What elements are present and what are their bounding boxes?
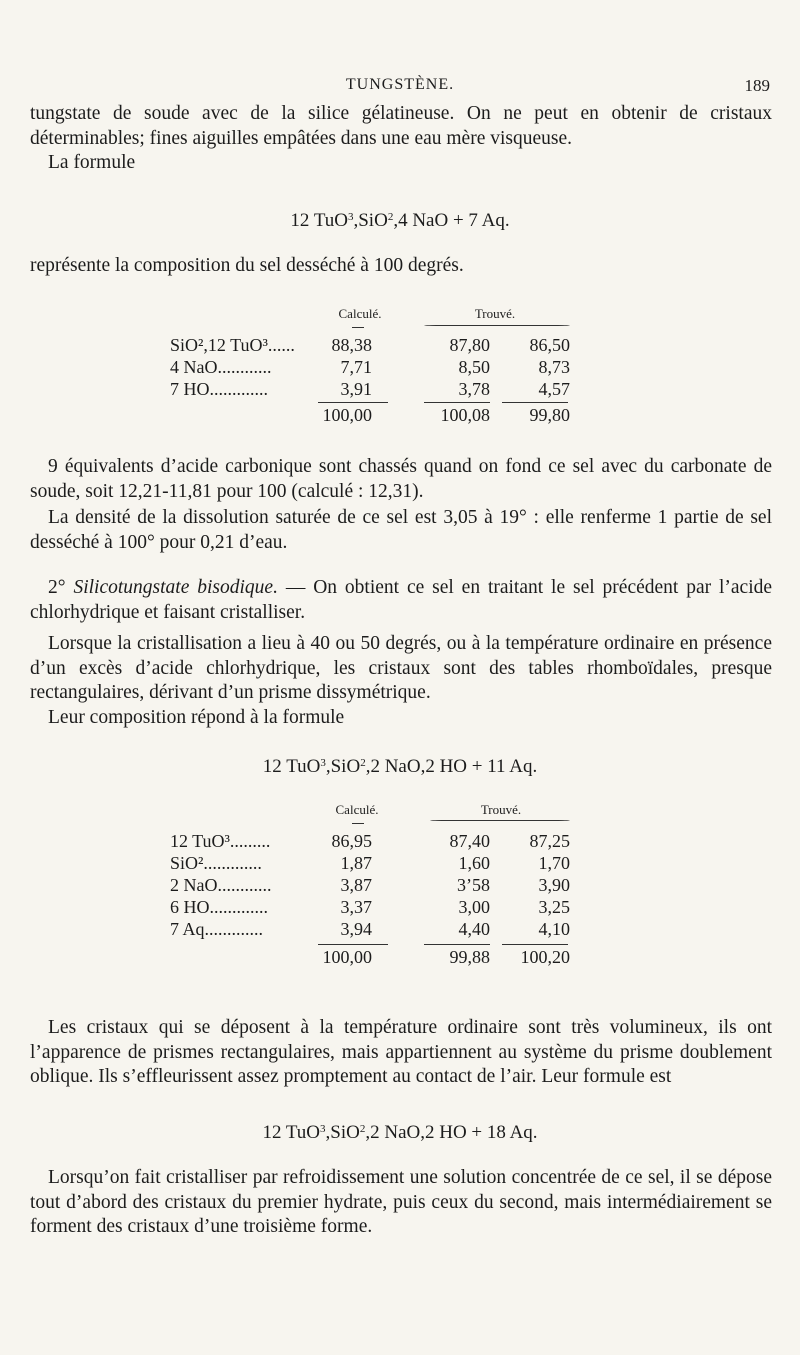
sum-rule <box>318 402 388 403</box>
table-row: 6 HO............. 3,37 3,00 3,25 <box>170 897 570 917</box>
formula: 12 TuO$^3$,SiO$^2$,4 NaO + 7 Aq. <box>290 210 510 231</box>
paragraph: représente la composition du sel desséché à 100 degrés. <box>30 255 464 276</box>
totals-row: 100,00 99,88 100,20 <box>322 947 570 967</box>
table-row: SiO²............. 1,87 1,60 1,70 <box>170 853 570 873</box>
sum-rule <box>424 944 490 945</box>
paragraph: Leur composition répond à la formule <box>48 707 345 728</box>
table-2-body <box>170 830 570 940</box>
column-header-trouve: Trouvé. <box>480 802 522 817</box>
sum-rule <box>424 402 490 403</box>
table-2-totals <box>170 946 570 968</box>
table-row: 7 Aq............. 3,94 4,40 4,10 <box>170 919 570 939</box>
table-row: 12 TuO³......... 86,95 87,40 87,25 <box>170 831 570 851</box>
page-header <box>30 76 770 100</box>
table-row: 7 HO............. 3,91 3,78 4,57 <box>170 379 570 399</box>
section-title: Silicotungstate bisodique. <box>73 577 278 598</box>
sum-rule <box>502 944 568 945</box>
paragraph: 9 équivalents d’acide carbonique sont chassés quand on fond ce sel avec du carbonate de soude, soit 12,21-11,81 pour 100 (calculé : 12,31). <box>30 456 772 502</box>
sum-rule <box>502 402 568 403</box>
header-brace <box>430 820 570 821</box>
table-1-body <box>170 334 570 400</box>
header-brace <box>424 325 570 326</box>
formula: 12 TuO$^3$,SiO$^2$,2 NaO,2 HO + 18 Aq. <box>262 1122 538 1143</box>
header-dash <box>352 823 364 824</box>
paragraph: Lorsque la cristallisation a lieu à 40 ou 50 degrés, ou à la température ordinaire en présence d’un excès d’acide chlorhydrique, les cristaux sont des tables rhomboïdales, presque rectangulaires, dérivant d’un prisme dissymétrique. <box>30 633 772 703</box>
running-title: TUNGSTÈNE. <box>345 76 455 93</box>
paragraph: La densité de la dissolution saturée de ce sel est 3,05 à 19° : elle renferme 1 partie de sel desséché à 100° pour 0,21 d’eau. <box>30 507 772 553</box>
table-row: 2 NaO............ 3,87 3’58 3,90 <box>170 875 570 895</box>
totals-row: 100,00 100,08 99,80 <box>322 405 570 425</box>
table-row: 4 NaO............ 7,71 8,50 8,73 <box>170 357 570 377</box>
column-header-trouve: Trouvé. <box>474 306 516 321</box>
header-dash <box>352 327 364 328</box>
paragraph: Lorsqu’on fait cristalliser par refroidissement une solution concentrée de ce sel, il se dépose tout d’abord des cristaux du premier hydrate, puis ceux du second, mais intermédiairement se forment des cristaux d’une troisième forme. <box>30 1167 772 1237</box>
paragraph: La formule <box>48 152 136 173</box>
paragraph: 2° Silicotungstate bisodique. — On obtient ce sel en traitant le sel précédent par l’acide chlorhydrique et faisant cristalliser. <box>30 577 773 623</box>
table-row: SiO²,12 TuO³...... 88,38 87,80 86,50 <box>170 335 570 355</box>
paragraph: Les cristaux qui se déposent à la température ordinaire sont très volumineux, ils ont l’apparence de prismes rectangulaires, mais appartiennent au système du prisme doublement oblique. Ils s’effleurissent assez promptement au contact de l’air. Leur formule est <box>30 1017 772 1087</box>
column-header-calcule: Calculé. <box>338 306 382 321</box>
table-1-totals <box>170 404 570 426</box>
column-header-calcule: Calculé. <box>335 802 379 817</box>
sum-rule <box>318 944 388 945</box>
paragraph: tungstate de soude avec de la silice gélatineuse. On ne peut en obtenir de cristaux déterminables; fines aiguilles empâtées dans une eau mère visqueuse. <box>30 103 772 149</box>
page-number: 189 <box>744 76 770 95</box>
formula: 12 TuO$^3$,SiO$^2$,2 NaO,2 HO + 11 Aq. <box>262 756 538 777</box>
